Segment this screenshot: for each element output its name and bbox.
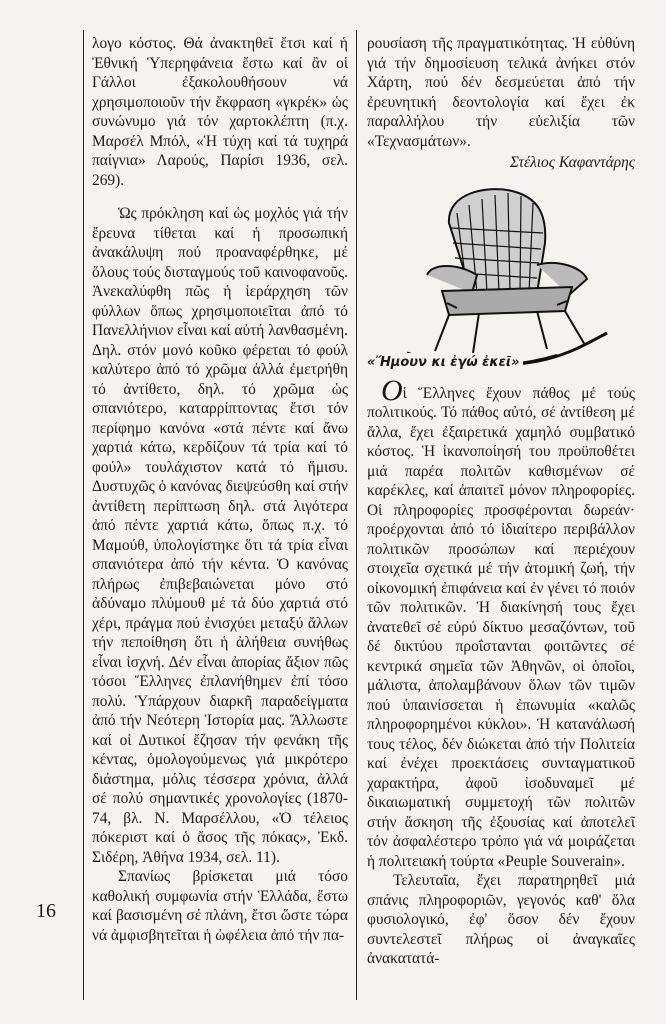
paragraph: Τελευταῖα, ἔχει παρατηρηθεῖ μιά σπάνις πληροφοριῶν, γεγονός καθ' ὅλα φυσιολογικό, ἐφ' ὅσον δέν ἔχουν συντελεστεῖ πλήρως οἱ ἀναγκαῖες ἀνακατατά- (367, 872, 635, 967)
column-divider-rule (356, 30, 357, 1000)
rocking-chair-illustration (387, 183, 617, 369)
paragraph: Ὡς πρόκληση καί ὡς μοχλός γιά τήν ἔρευνα τίθεται καί ἡ προσωπική ἀνακάλυψη πού προαναφέρθηκε, μέ ὅλους τούς δισταγμούς τοῦ καινοφανοῦς. Ἀνεκαλύφθη πῶς ἡ ἱεράρχηση τῶν φύλλων ὅπως χρησιμοποιεῖται ἀπό τό Πανελλήνιον εἶναι καί αὐτή λανθασμένη. Δηλ. στόν μονό κοῦκο φέρεται τό φούλ καλύτερο ἀπό τό χρῶμα ἀλλά ἐμετρήθη τό ἀντίθετο, δηλ. τό χρῶμα ὡς σπανιότερο, καταρρίπτοντας ἔτσι τόν περίφημο κανόνα «στά πέντε καί ἄνω χαρτιά κάτω, κερδίζουν τά τρία καί τό φούλ» τουλάχιστον κατά τό ἥμισυ. Δυστυχῶς ὁ κανόνας διεψεύσθη καί στήν ἀντίθετη περίπτωση δηλ. στά λιγότερα ἀπό πέντε χαρτιά κάτω, ὅπως π.χ. τό Μαμούθ, ὑπολογίστηκε ὅτι τά τρία εἶναι σπανιότερα ἀπό τήν κέντα. Ὁ κανόνας πλήρως ἐπιβεβαιώνεται μόνο στό ἀδύναμο πλύμουθ μέ τά δύο χαρτιά στό χέρι, πράγμα πού ἐνισχύει μεταξύ ἄλλων τήν πεποίθηση ὅτι ἡ ἀλήθεια συνήθως εἶναι ἰσχνή. Δέν εἶναι ἀπορίας ἄξιον πῶς τόσοι Ἕλληνες ἐπλανήθημεν ἐπί τόσο πολύ. Ὑπάρχουν διαρκῆ παραδείγματα ἀπό τήν Νεότερη Ἱστορία μας. Ἄλλωστε καί οἱ Δυτικοί ἔζησαν τήν φενάκη τῆς κέντας, ὁμολογούμενως γιά μικρότερο διάστημα, μόλις τέσσερα χρόνια, ἀλλά σέ πολύ σημαντικές χρονολογίες (1870-74, βλ. Ν. Μαρσέλλου, «Ὁ τέλειος πόκεριστ καί ὁ ἄσος τῆς πόκας», Ἐκδ. Σιδέρη, Ἀθήνα 1934, σελ. 11). (92, 205, 348, 866)
figure-caption: «Ἤμουν κι ἐγώ ἐκεῖ» (367, 353, 523, 373)
figure (367, 183, 635, 373)
paragraph: Σπανίως βρίσκεται μιά τόσο καθολική συμφωνία στήν Ἑλλάδα, ἔστω καί βασισμένη σέ πλάνη, ἔτσι ὥστε τώρα νά ἀμφισβητεῖται ἡ ὠφέλεια ἀπό τήν πα- (92, 868, 348, 944)
paragraph: ρουσίαση τῆς πραγματικότητας. Ἡ εὐθύνη γιά τήν δημοσίευση τελικά ἀνήκει στόν Χάρτη, πού δέν δεσμεύεται ἀπό τήν ἐρευνητική δεοντολογία καί ἔχει ἐκ παραλλήλου τήν εὐελιξία τῶν «Τεχνασμάτων». (367, 35, 635, 150)
right-column (367, 34, 635, 969)
paragraph (367, 373, 635, 872)
left-column (92, 34, 348, 945)
left-margin-rule (83, 30, 84, 1000)
paragraph: λογο κόστος. Θά ἀνακτηθεῖ ἔτσι καί ἡ Ἐθνική Ὑπερηφάνεια ἔστω καί ἂν οἱ Γάλλοι ἐξακολουθήσουν νά χρησιμοποιοῦν τήν ἔκφραση «γκρέκ» ὡς συνώνυμο γιά τόν χαρτοκλέπτη (π.χ. Μαρσέλ Μπόλ, «Ἡ τύχη καί τά τυχηρά παίγνια» Λαρούς, Παρίσι 1936, σελ. 269). (92, 35, 348, 189)
author-signature: Στέλιος Καφαντάρης (509, 154, 635, 171)
page-number: 16 (36, 900, 56, 922)
drop-cap: Ο (381, 373, 403, 407)
paragraph-text: ἱ Ἕλληνες ἔχουν πάθος μέ τούς πολιτικούς. Τό πάθος αὐτό, σέ ἀντίθεση μέ ἄλλα, ἔχει ἐξαιρετικά χαμηλό συμβατικό κόστος. Ἡ ἱκανοποίησή του προϋποθέτει μιά παρέα πολιτῶν καθισμένων σέ καρέκλες, καί ἀπαιτεῖ μόνον πληροφορίες. Οἱ πληροφορίες προσφέρονται δωρεάν· προέρχονται ἀπό τό ἰδιαίτερο περιβάλλον πολιτικῶν προσώπων καί περιέχουν στοιχεῖα σχετικά μέ τήν ἀτομική ζωή, τήν οἰκονομική ἐπιφάνεια καί ἐν γένει τό ποιόν τῶν πολιτικῶν. Ἡ διακίνησή τους ἔχει ἀνατεθεῖ σέ εὐρύ δίκτυο μεσαζόντων, τοῦ δέ δικτύου προΐστανται φοιτῶντες σέ κεντρικά σημεῖα τῶν Ἀθηνῶν, οἱ ὁποῖοι, μάλιστα, ἀπολαμβάνουν ὅλων τῶν τιμῶν πού ὑπαινίσσεται ἡ ἐπωνυμία «καλῶς πληροφορημένοι κύκλοι». Ἡ κατανάλωσή τους τέλος, δέν διώκεται ἀπό τήν Πολιτεία καί ἐνέχει προεκτάσεις συνταγματικοῦ χαρακτήρα, ἀφοῦ ἰσοδυναμεῖ μέ δικαιωματική συμμετοχή τῶν πολιτῶν στήν ἄσκηση τῆς ἐξουσίας καί ἀποτελεῖ τόν ἀσφαλέστερο τρόπο γιά νά μοιράζεται ἡ πολιτειακή τούρτα «Peuple Souverain». (367, 384, 635, 870)
